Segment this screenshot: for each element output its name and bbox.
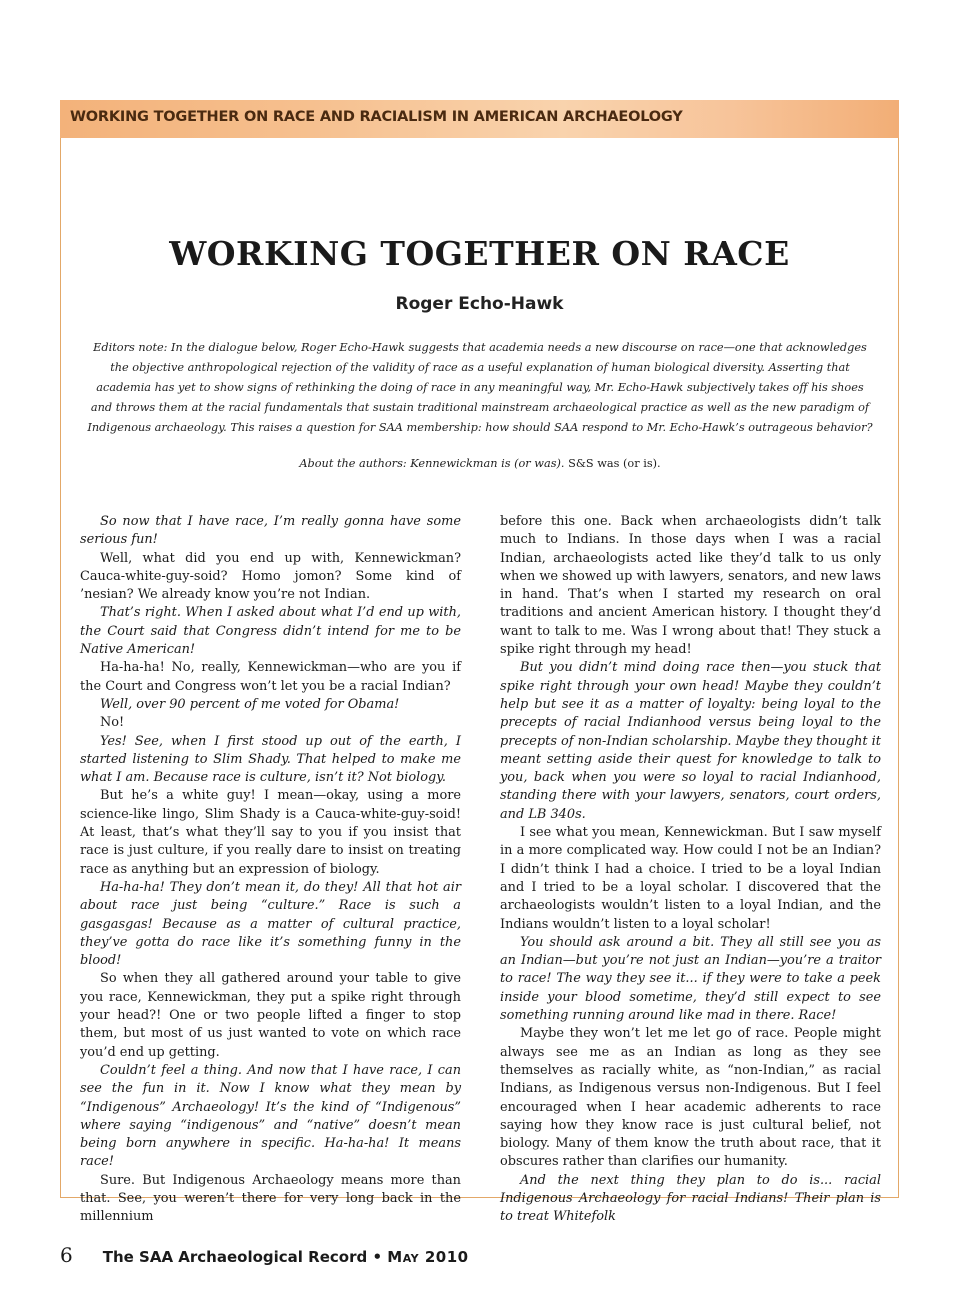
section-banner [60, 100, 899, 138]
right-column [500, 513, 881, 1227]
publication-name: The SAA Archaeological Record [102, 1248, 368, 1266]
paragraph: before this one. Back when archaeologists didn’t talk much to Indians. In those days when I was a racial Indian, archaeologists acted like they’d talk to us only when we showed up with lawyers, senators, and new laws in hand. That’s when I started my research on oral traditions and ancient American history. I thought they’d want to talk to me. Was I wrong about that! They stuck a spike right through my head! [500, 514, 881, 658]
paragraph: Yes! See, when I first stood up out of the earth, I started listening to Slim Shady. That helped to make me what I am. Because race is culture, isn’t it? Not biology. [80, 733, 461, 786]
article-title: WORKING TOGETHER ON RACE [169, 234, 790, 273]
paragraph: Maybe they won’t let me let go of race. People might always see me as an Indian as long as they see themselves as racially white, as “non-Indian,” as racial Indians, as Indigenous versus non-Indigenous. But I feel encouraged when I hear academic adherents to race saying how they know race is just cultural belief, not biology. Many of them know the truth about race, that it obscures rather than clarifies our humanity. [500, 1026, 881, 1170]
paragraph: Ha-ha-ha! No, really, Kennewickman—who are you if the Court and Congress won’t let you be a racial Indian? [80, 660, 461, 694]
section-banner-text: WORKING TOGETHER ON RACE AND RACIALISM IN AMERICAN ARCHAEOLOGY [70, 109, 683, 125]
paragraph: No! [100, 715, 125, 731]
about-authors-plain: S&S was (or is). [564, 457, 661, 470]
issue-date: May 2010 [387, 1248, 469, 1266]
page-number: 6 [60, 1243, 73, 1267]
about-authors [84, 457, 876, 470]
paragraph: Couldn’t feel a thing. And now that I have race, I can see the fun in it. Now I know what they mean by “Indigenous” Archaeology! It’s the kind of “Indigenous” where saying “indigenous” and “native” doesn’t mean being born anywhere in specific. Ha-ha-ha! It means race! [80, 1062, 461, 1170]
paragraph: But he’s a white guy! I mean—okay, using a more science-like lingo, Slim Shady is a Cauca-white-guy-soid! At least, that’s what they’ll say to you if you insist that race is just culture, if you really dare to insist on treating race as anything but an expression of biology. [80, 788, 461, 877]
paragraph: So now that I have race, I’m really gonna have some serious fun! [80, 514, 461, 548]
editors-note: Editors note: In the dialogue below, Roger Echo-Hawk suggests that academia needs a new discourse on race—one that acknowledges the objective anthropological rejection of the validity of race as a useful explanation of human biological diversity. Asserting that academia has yet to show signs of rethinking the doing of race in any meaningful way, Mr. Echo-Hawk subjectively takes off his shoes and throws them at the racial fundamentals that sustain traditional mainstream archaeological practice as well as the new paradigm of Indigenous archaeology. This raises a question for SAA membership: how should SAA respond to Mr. Echo-Hawk’s outrageous behavior? [87, 341, 873, 434]
article-author: Roger Echo-Hawk [395, 294, 564, 314]
paragraph: Ha-ha-ha! They don’t mean it, do they! All that hot air about race just being “culture.” Race is such a gasgasgas! Because as a matter of cultural practice, they’ve gotta do race like it’s something funny in the blood! [80, 879, 461, 969]
page-footer [60, 1243, 469, 1267]
paragraph: And the next thing they plan to do is... racial Indigenous Archaeology for racial Indians! Their plan is to treat Whitefolk [500, 1172, 881, 1225]
footer-bullet: • [367, 1248, 388, 1266]
paragraph: You should ask around a bit. They all still see you as an Indian—but you’re not just an Indian—you’re a traitor to race! The way they see it... if they were to take a peek inside your blood sometime, they’d still expect to see something running around like mad in there. Race! [500, 934, 881, 1024]
left-column [80, 513, 461, 1227]
paragraph: Well, what did you end up with, Kennewickman? Cauca-white-guy-soid? Homo jomon? Some kind of ’nesian? We already know you’re not Indian. [80, 550, 461, 603]
paragraph: Sure. But Indigenous Archaeology means more than that. See, you weren’t there for very long back in the millennium [80, 1172, 461, 1225]
about-authors-italic: About the authors: Kennewickman is (or was). [299, 457, 565, 470]
paragraph: So when they all gathered around your table to give you race, Kennewickman, they put a spike right through your head?! One or two people lifted a finger to stop them, but most of us just wanted to vote on which race you’d end up getting. [80, 971, 461, 1060]
paragraph: But you didn’t mind doing race then—you stuck that spike right through your own head! Maybe they couldn’t help but see it as a matter of loyalty: being loyal to the precepts of racial Indianhood versus being loyal to the precepts of non-Indian scholarship. Maybe they thought it meant setting aside their quest for knowledge to talk to you, back when you were so loyal to racial Indianhood, standing there with your lawyers, senators, court orders, and LB 340s. [500, 660, 881, 822]
paragraph: That’s right. When I asked about what I’d end up with, the Court said that Congress didn’t intend for me to be Native American! [80, 605, 461, 658]
paragraph: Well, over 90 percent of me voted for Obama! [100, 696, 400, 712]
paragraph: I see what you mean, Kennewickman. But I saw myself in a more complicated way. How could I not be an Indian? I didn’t think I had a choice. I tried to be a loyal Indian and I tried to be a loyal scholar. I discovered that the archaeologists wouldn’t listen to a loyal Indian, and the Indians wouldn’t listen to a loyal scholar! [500, 825, 881, 932]
